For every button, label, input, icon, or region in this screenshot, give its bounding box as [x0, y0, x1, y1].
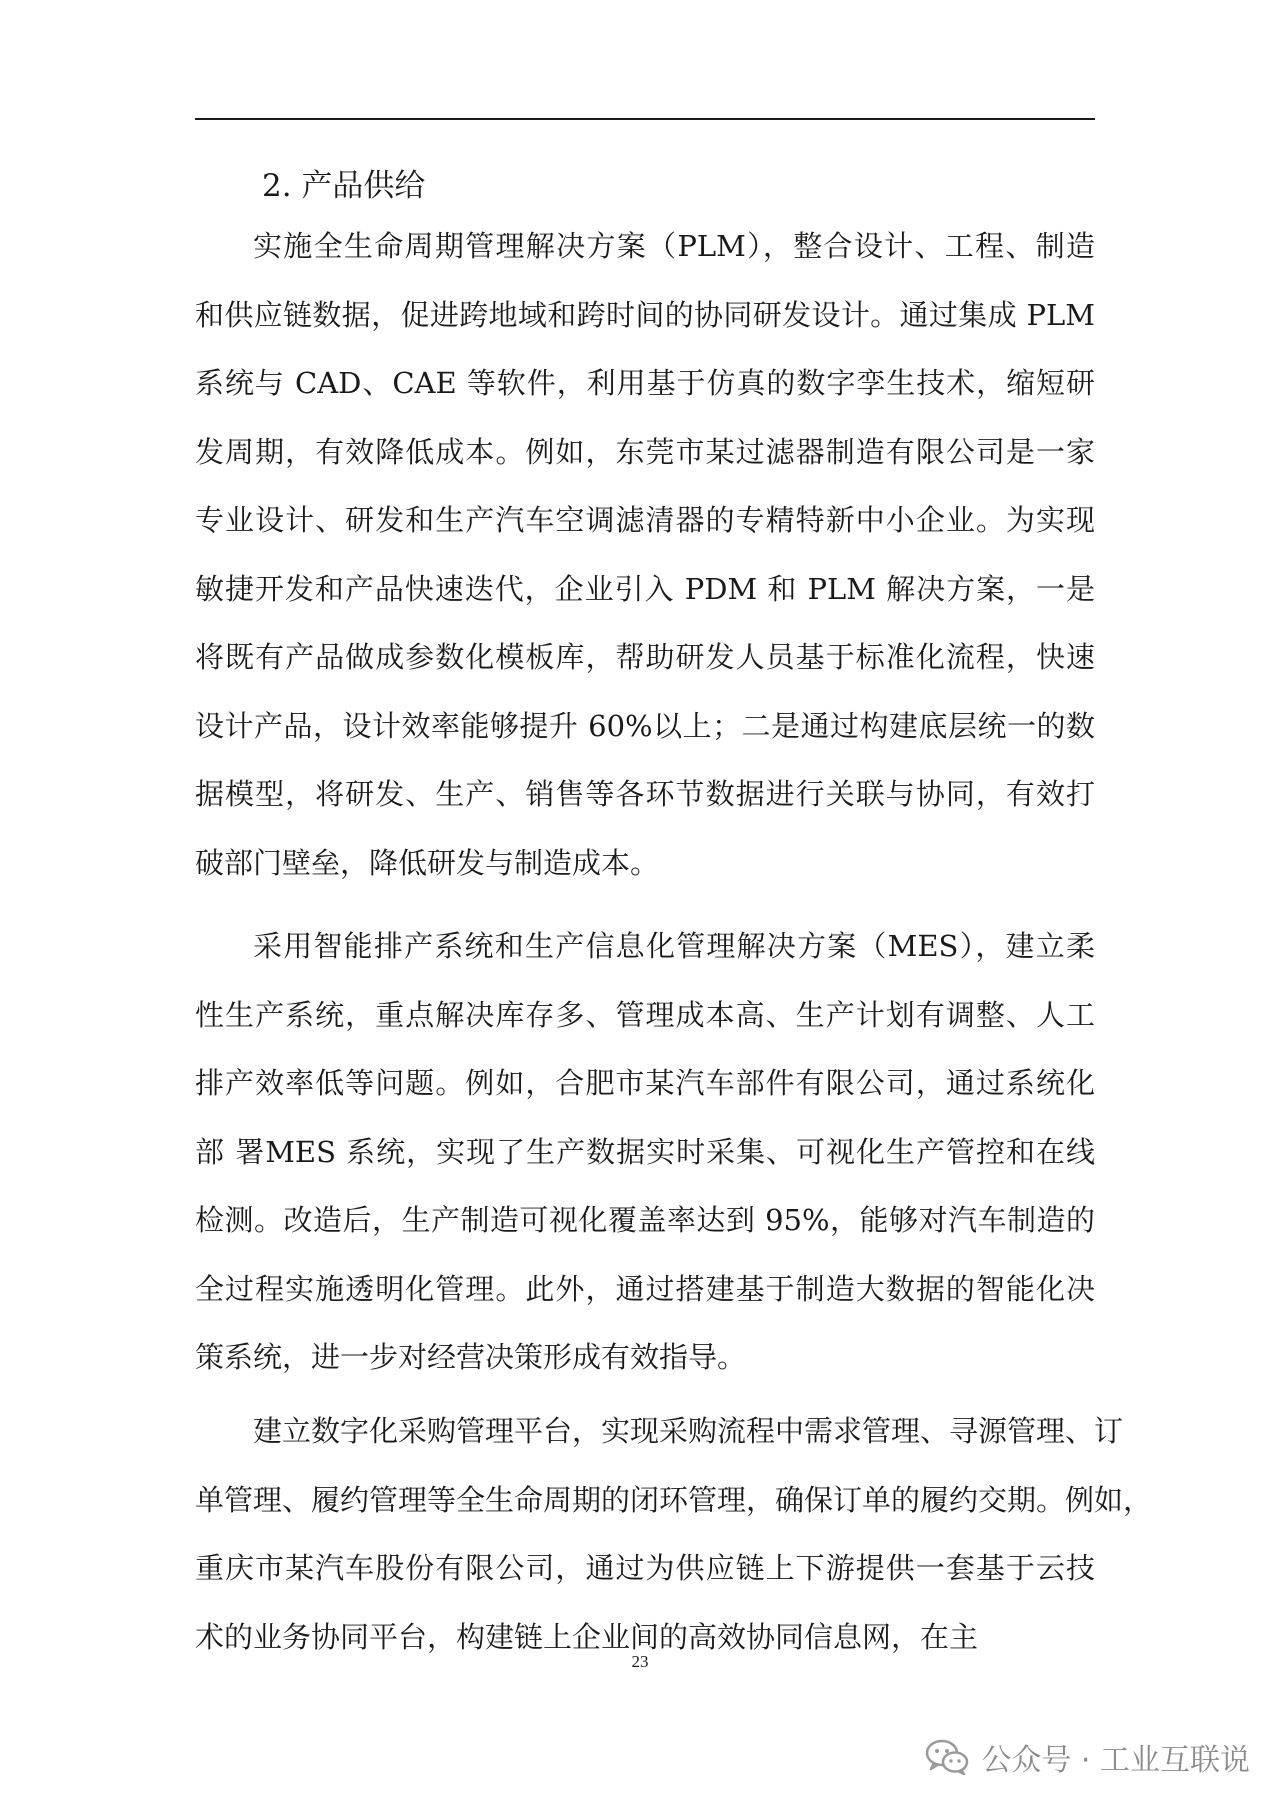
- paragraph-line: 检测。改造后，生产制造可视化覆盖率达到 95%，能够对汽车制造的: [195, 1203, 1095, 1237]
- paragraph-line: 术的业务协同平台，构建链上企业间的高效协同信息网，在主: [195, 1619, 979, 1654]
- paragraph-mes: [195, 912, 1095, 1392]
- paragraph-line: 单管理、履约管理等全生命周期的闭环管理，确保订单的履约交期。例如，: [195, 1482, 1153, 1517]
- paragraph-plm: [195, 212, 1095, 897]
- paragraph-line: 将既有产品做成参数化模板库，帮助研发人员基于标准化流程，快速: [195, 640, 1095, 674]
- paragraph-line: 采用智能排产系统和生产信息化管理解决方案（MES），建立柔: [253, 929, 1095, 963]
- page-number: 23: [631, 1652, 649, 1671]
- paragraph-line: 排产效率低等问题。例如，合肥市某汽车部件有限公司，通过系统化: [195, 1066, 1095, 1100]
- paragraph-line: 设计产品，设计效率能够提升 60%以上；二是通过构建底层统一的数: [195, 708, 1095, 743]
- paragraph-procurement: [195, 1397, 1153, 1671]
- paragraph-line: 系统与 CAD、CAE 等软件，利用基于仿真的数字孪生技术，缩短研: [195, 366, 1095, 400]
- paragraph-line: 实施全生命周期管理解决方案（PLM），整合设计、工程、制造: [253, 229, 1095, 263]
- paragraph-line: 建立数字化采购管理平台，实现采购流程中需求管理、寻源管理、订: [253, 1414, 1124, 1448]
- paragraph-line: 全过程实施透明化管理。此外，通过搭建基于制造大数据的智能化决: [195, 1271, 1095, 1306]
- paragraph-line: 部 署MES 系统，实现了生产数据实时采集、可视化生产管控和在线: [195, 1134, 1095, 1169]
- paragraph-line: 策系统，进一步对经营决策形成有效指导。: [195, 1340, 747, 1374]
- paragraph-line: 据模型，将研发、生产、销售等各环节数据进行关联与协同，有效打: [195, 777, 1095, 811]
- paragraph-line: 敏捷开发和产品快速迭代，企业引入 PDM 和 PLM 解决方案，一是: [195, 571, 1095, 606]
- section-heading: 2. 产品供给: [262, 168, 426, 204]
- watermark-text: 公众号 · 工业互联说: [981, 1743, 1250, 1778]
- paragraph-line: 破部门壁垒，降低研发与制造成本。: [195, 845, 660, 880]
- wechat-icon: [925, 1738, 969, 1776]
- paragraph-line: 重庆市某汽车股份有限公司，通过为供应链上下游提供一套基于云技: [195, 1551, 1095, 1585]
- paragraph-line: 专业设计、研发和生产汽车空调滤清器的专精特新中小企业。为实现: [195, 503, 1095, 537]
- paragraph-line: 发周期，有效降低成本。例如，东莞市某过滤器制造有限公司是一家: [195, 434, 1095, 469]
- paragraph-line: 性生产系统，重点解决库存多、管理成本高、生产计划有调整、人工: [195, 997, 1095, 1032]
- paragraph-line: 和供应链数据，促进跨地域和跨时间的协同研发设计。通过集成 PLM: [195, 297, 1095, 332]
- header-rule: [195, 118, 1095, 120]
- watermark: [925, 1735, 1250, 1779]
